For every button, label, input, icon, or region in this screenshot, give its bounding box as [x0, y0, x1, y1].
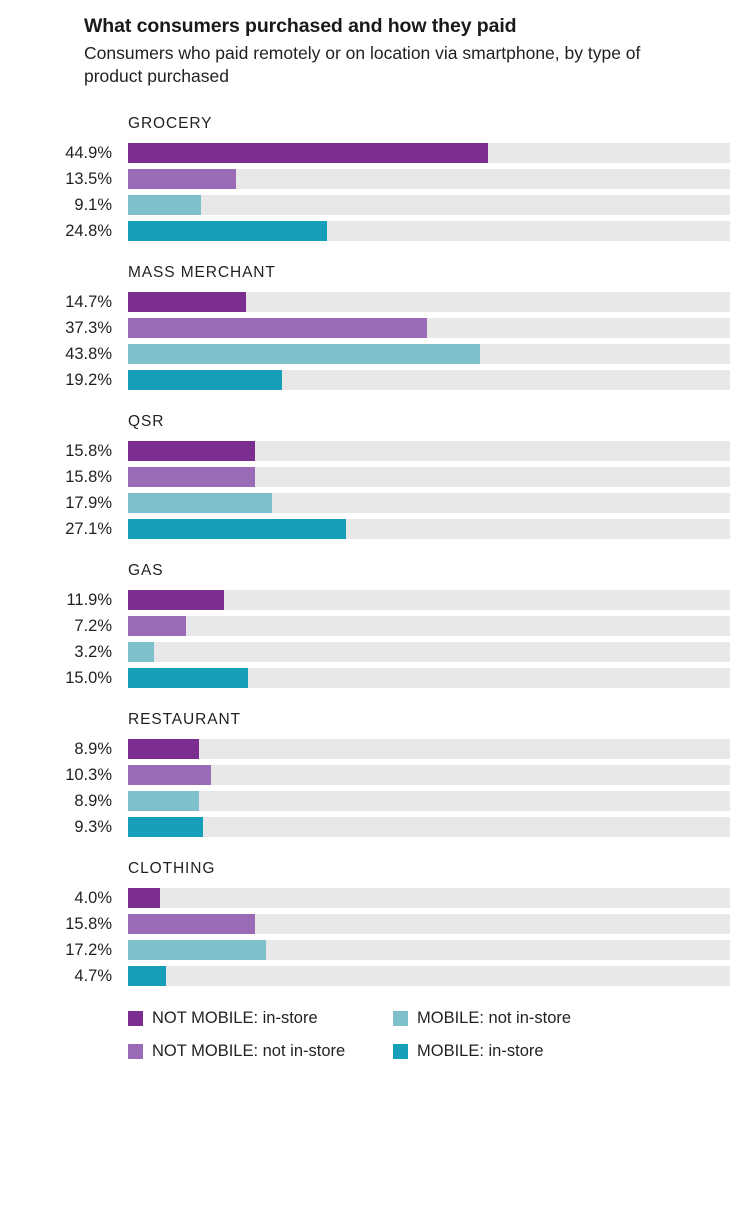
bar-track — [128, 817, 730, 837]
chart-bar-row — [0, 641, 747, 663]
chart-bar-row — [0, 667, 747, 689]
page-subtitle: Consumers who paid remotely or on location via smartphone, by type of product purchased — [84, 43, 641, 87]
bar-segment — [128, 888, 160, 908]
bar-value-label: 14.7% — [65, 292, 112, 311]
bar-track — [128, 441, 730, 461]
chart-bar-row — [0, 142, 747, 164]
bar-segment — [128, 221, 327, 241]
legend-label: MOBILE: not in-store — [417, 1008, 572, 1027]
bar-value-label: 15.8% — [65, 467, 112, 486]
chart-bar-row — [0, 492, 747, 514]
bar-value-label: 10.3% — [65, 765, 112, 784]
bar-value-label: 11.9% — [66, 590, 112, 609]
bar-value-label: 9.3% — [74, 817, 112, 836]
chart-bar-row — [0, 764, 747, 786]
legend-item — [128, 1009, 383, 1028]
chart-bar-row — [0, 939, 747, 961]
legend-swatch-icon — [393, 1044, 408, 1059]
bar-segment — [128, 642, 154, 662]
chart-group-label: GROCERY — [128, 114, 213, 132]
chart-bar-row — [0, 738, 747, 760]
chart-group-label: MASS MERCHANT — [128, 263, 276, 281]
bar-segment — [128, 668, 248, 688]
bar-segment — [128, 344, 480, 364]
chart-group — [0, 711, 747, 838]
bar-value-label: 43.8% — [65, 344, 112, 363]
legend-swatch-icon — [128, 1011, 143, 1026]
bar-value-label: 19.2% — [65, 370, 112, 389]
bar-track — [128, 791, 730, 811]
bar-segment — [128, 616, 186, 636]
legend-item — [393, 1009, 648, 1028]
bar-segment — [128, 914, 255, 934]
chart-group-label: CLOTHING — [128, 859, 216, 877]
bar-track — [128, 765, 730, 785]
bar-segment — [128, 519, 346, 539]
chart-bar-row — [0, 816, 747, 838]
bar-track — [128, 344, 730, 364]
bar-value-label: 17.9% — [65, 493, 112, 512]
bar-value-label: 27.1% — [65, 519, 112, 538]
chart-bar-row — [0, 518, 747, 540]
chart-bar-row — [0, 194, 747, 216]
bar-value-label: 9.1% — [74, 195, 112, 214]
bar-track — [128, 143, 730, 163]
legend-label: NOT MOBILE: in-store — [152, 1008, 318, 1027]
bar-segment — [128, 791, 199, 811]
chart-group — [0, 860, 747, 987]
chart-bar-row — [0, 369, 747, 391]
bar-track — [128, 668, 730, 688]
chart-bar-row — [0, 168, 747, 190]
bar-track — [128, 616, 730, 636]
bar-value-label: 15.8% — [65, 914, 112, 933]
bar-value-label: 24.8% — [65, 221, 112, 240]
bar-track — [128, 914, 730, 934]
bar-track — [128, 169, 730, 189]
bar-value-label: 15.8% — [65, 441, 112, 460]
bar-value-label: 37.3% — [65, 318, 112, 337]
chart-bar-row — [0, 589, 747, 611]
chart-bar-row — [0, 220, 747, 242]
bar-value-label: 13.5% — [65, 169, 112, 188]
bar-segment — [128, 493, 272, 513]
chart-bar-row — [0, 965, 747, 987]
bar-chart — [0, 115, 747, 987]
bar-value-label: 8.9% — [74, 791, 112, 810]
chart-bar-row — [0, 440, 747, 462]
chart-bar-row — [0, 790, 747, 812]
legend-item — [128, 1042, 383, 1061]
bar-segment — [128, 143, 488, 163]
chart-bar-row — [0, 343, 747, 365]
bar-track — [128, 467, 730, 487]
chart-bar-row — [0, 466, 747, 488]
bar-value-label: 44.9% — [65, 143, 112, 162]
chart-group-label: GAS — [128, 561, 164, 579]
bar-segment — [128, 195, 201, 215]
bar-value-label: 4.0% — [74, 888, 112, 907]
chart-bar-row — [0, 291, 747, 313]
legend-item — [393, 1042, 648, 1061]
bar-track — [128, 370, 730, 390]
chart-group — [0, 413, 747, 540]
bar-value-label: 7.2% — [74, 616, 112, 635]
legend-label: MOBILE: in-store — [417, 1041, 544, 1060]
page-title: What consumers purchased and how they paid — [84, 15, 517, 37]
bar-track — [128, 739, 730, 759]
bar-track — [128, 519, 730, 539]
bar-segment — [128, 966, 166, 986]
bar-track — [128, 642, 730, 662]
chart-bar-row — [0, 317, 747, 339]
bar-track — [128, 940, 730, 960]
bar-segment — [128, 817, 203, 837]
bar-track — [128, 318, 730, 338]
bar-track — [128, 493, 730, 513]
bar-value-label: 8.9% — [74, 739, 112, 758]
legend-swatch-icon — [128, 1044, 143, 1059]
bar-value-label: 3.2% — [74, 642, 112, 661]
bar-track — [128, 888, 730, 908]
bar-value-label: 17.2% — [65, 940, 112, 959]
chart-group — [0, 562, 747, 689]
bar-track — [128, 195, 730, 215]
chart-header — [0, 0, 747, 89]
chart-group — [0, 264, 747, 391]
bar-segment — [128, 765, 211, 785]
bar-segment — [128, 318, 427, 338]
bar-track — [128, 221, 730, 241]
bar-value-label: 15.0% — [65, 668, 112, 687]
bar-segment — [128, 467, 255, 487]
chart-group-label: QSR — [128, 412, 165, 430]
legend-swatch-icon — [393, 1011, 408, 1026]
bar-segment — [128, 739, 199, 759]
chart-group-label: RESTAURANT — [128, 710, 241, 728]
bar-segment — [128, 940, 266, 960]
bar-segment — [128, 292, 246, 312]
bar-segment — [128, 370, 282, 390]
bar-track — [128, 966, 730, 986]
bar-value-label: 4.7% — [74, 966, 112, 985]
bar-segment — [128, 590, 224, 610]
chart-bar-row — [0, 615, 747, 637]
bar-track — [128, 590, 730, 610]
bar-segment — [128, 441, 255, 461]
bar-segment — [128, 169, 236, 189]
chart-group — [0, 115, 747, 242]
chart-legend — [128, 1009, 648, 1061]
chart-bar-row — [0, 887, 747, 909]
chart-bar-row — [0, 913, 747, 935]
bar-track — [128, 292, 730, 312]
legend-label: NOT MOBILE: not in-store — [152, 1041, 346, 1060]
